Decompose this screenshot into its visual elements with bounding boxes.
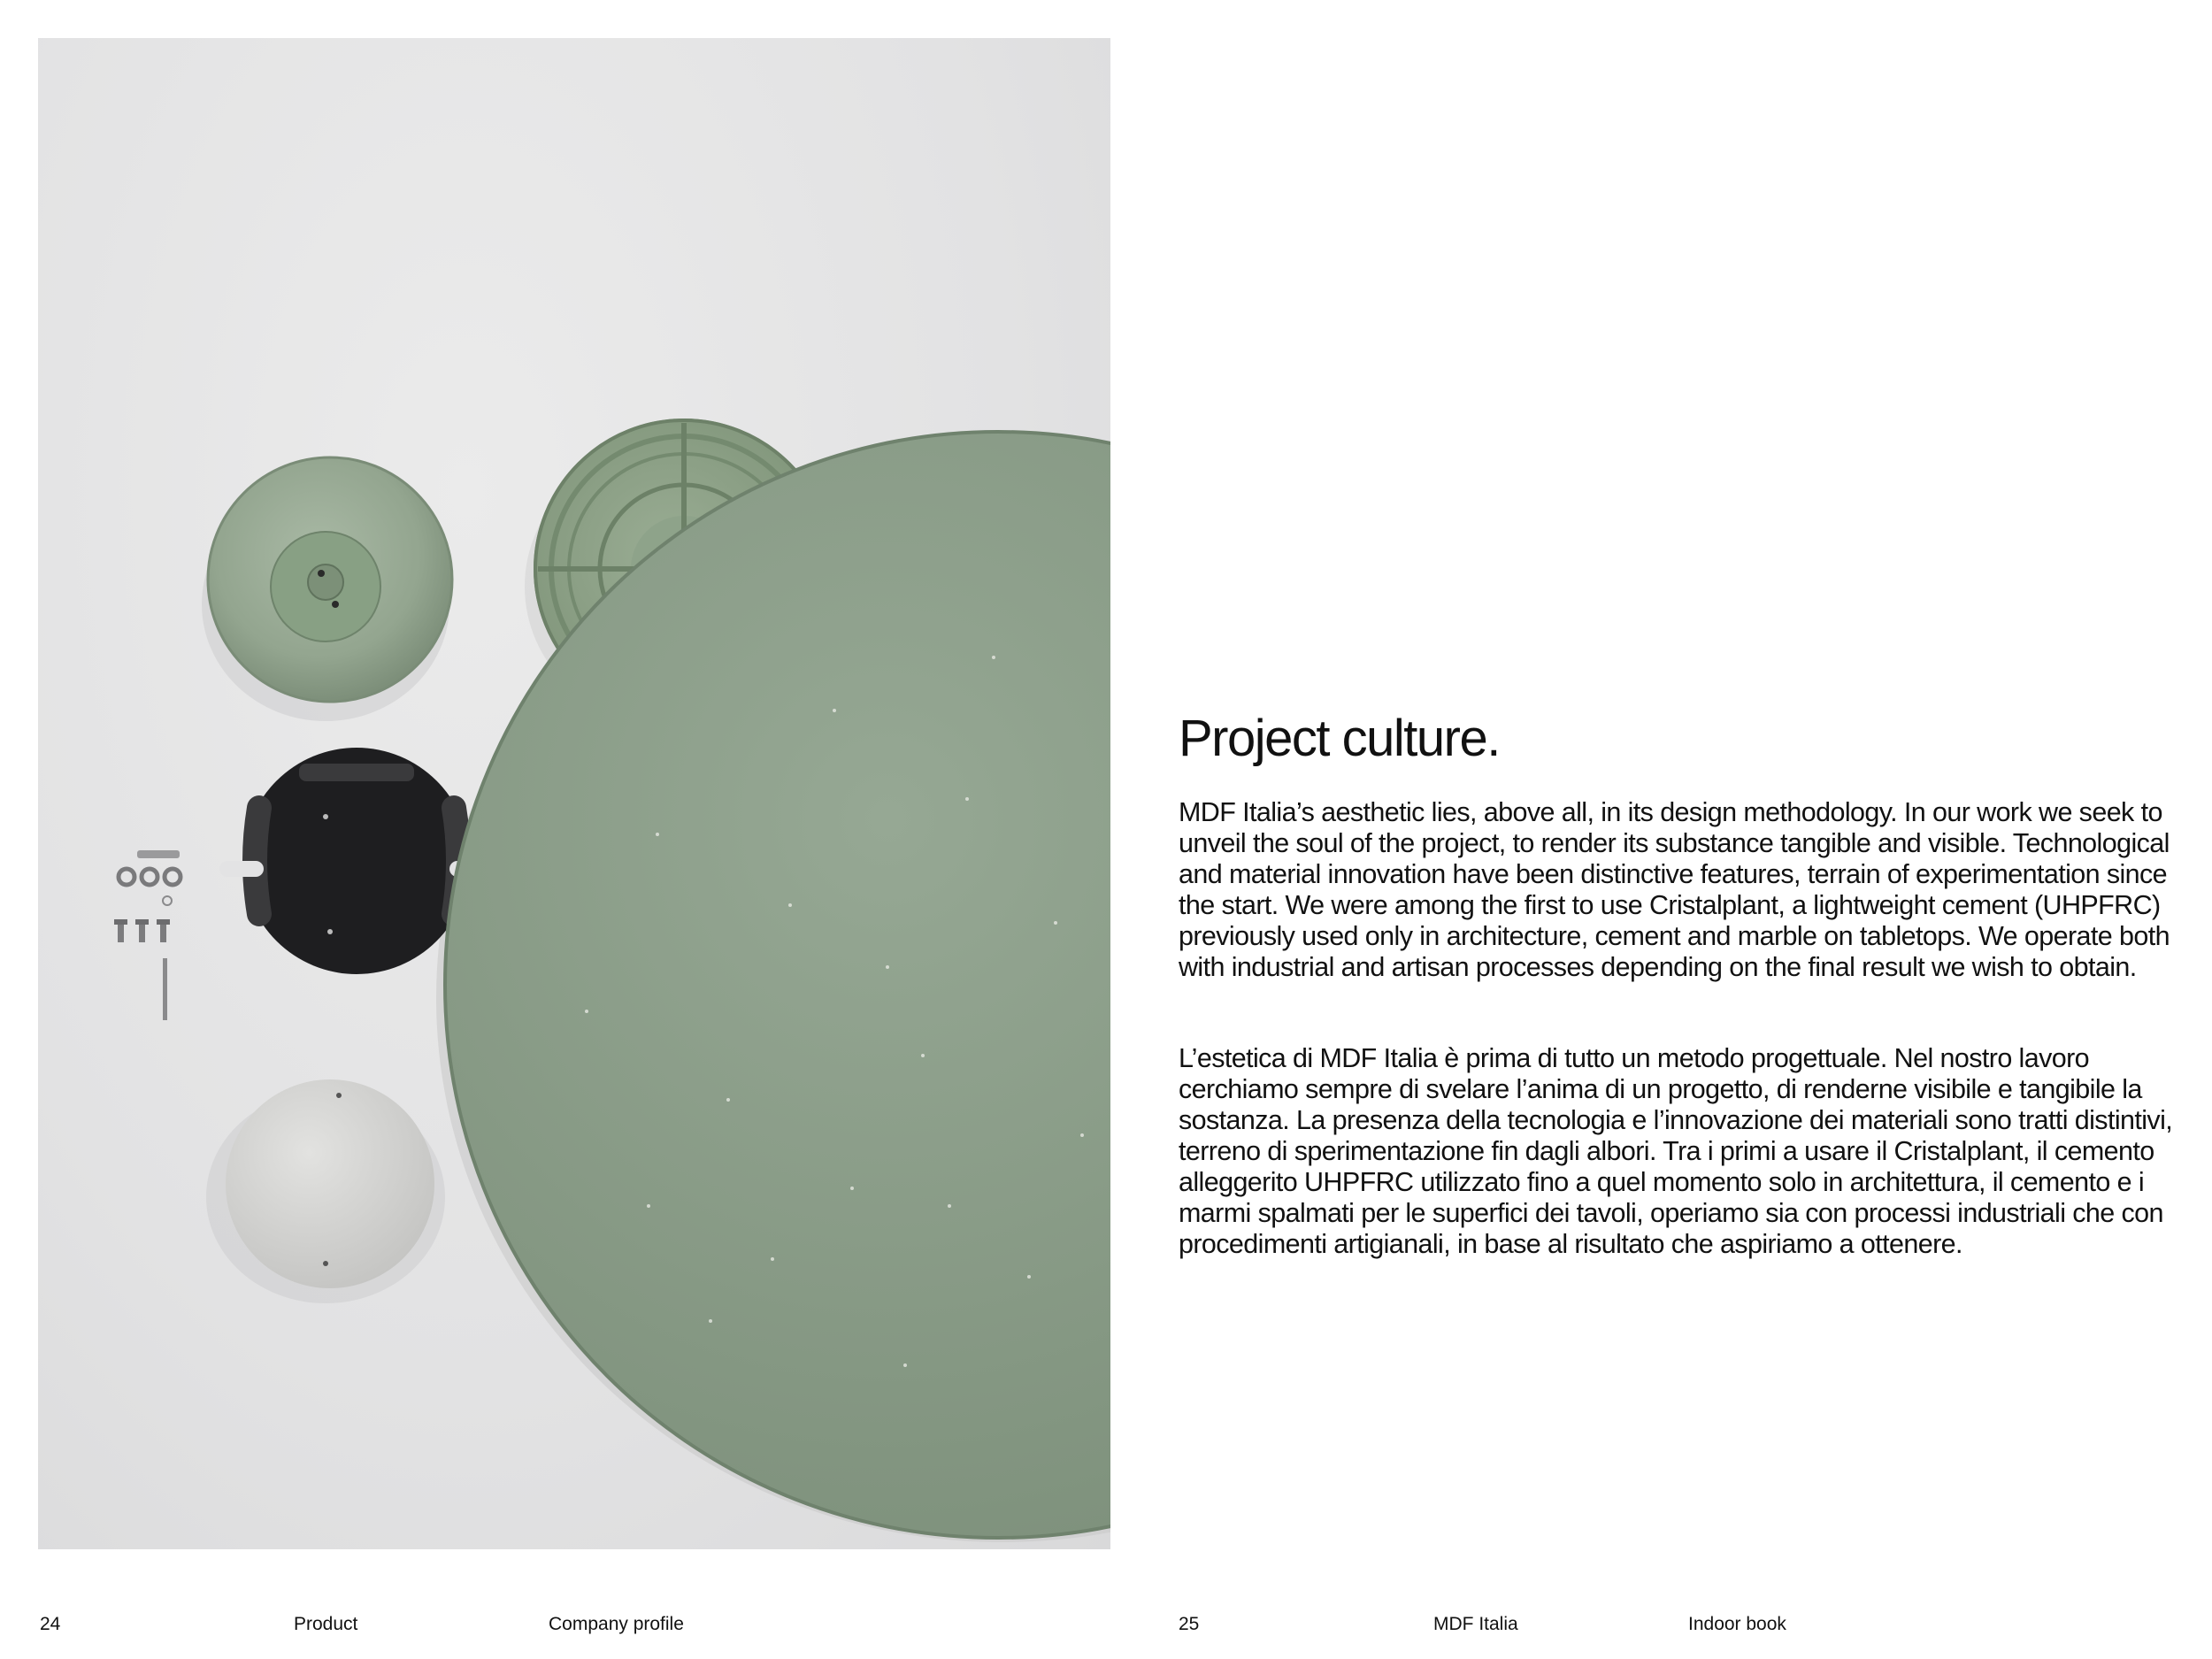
left-footer-title: Company profile [549,1614,684,1634]
product-photo [38,38,1110,1549]
green-cone-base [208,457,452,702]
right-footer-title: Indoor book [1688,1614,1786,1634]
left-footer-section: Product [294,1614,358,1634]
right-page-number: 25 [1179,1614,1200,1634]
left-page-number: 24 [40,1614,61,1634]
body-paragraph-english: MDF Italia’s aesthetic lies, above all, in its design methodology. In our work we seek to unveil the soul of the project, to render its substance tangible and visible. Technological and material innovation have been distinctive features, terrain of experimentation since the start. We were among the first to use Cristalplant, a lightweight cement (UHPFRC) previously used only in architecture, cement and marble on tabletops. We operate both with industrial and artisan processes depending on the final result we wish to obtain. [1179,797,2170,982]
table-components-illustration [38,38,1110,1549]
screws-and-washers [114,850,180,1020]
white-concrete-weight [226,1079,434,1288]
body-paragraph-italian: L’estetica di MDF Italia è prima di tutto un metodo progettuale. Nel nostro lavoro cerchiamo sempre di svelare l’anima di un progetto, di renderne visibile e tangibile la sostanza. La presenza della tecnologia e l’innovazione dei materiali sono tratti distintivi, terreno di sperimentazione fin dagli albori. Tra i primi a usare il Cristalplant, il cemento alleggerito UHPFRC utilizzato fino a quel momento solo in architettura, il cemento e i marmi spalmati per le superfici dei tavoli, operiamo sia con processi industriali che con procedimenti artigianali, in base al risultato che aspiriamo a ottenere. [1179,1043,2173,1259]
page-heading: Project culture. [1179,710,1500,767]
right-footer-brand: MDF Italia [1433,1614,1518,1634]
